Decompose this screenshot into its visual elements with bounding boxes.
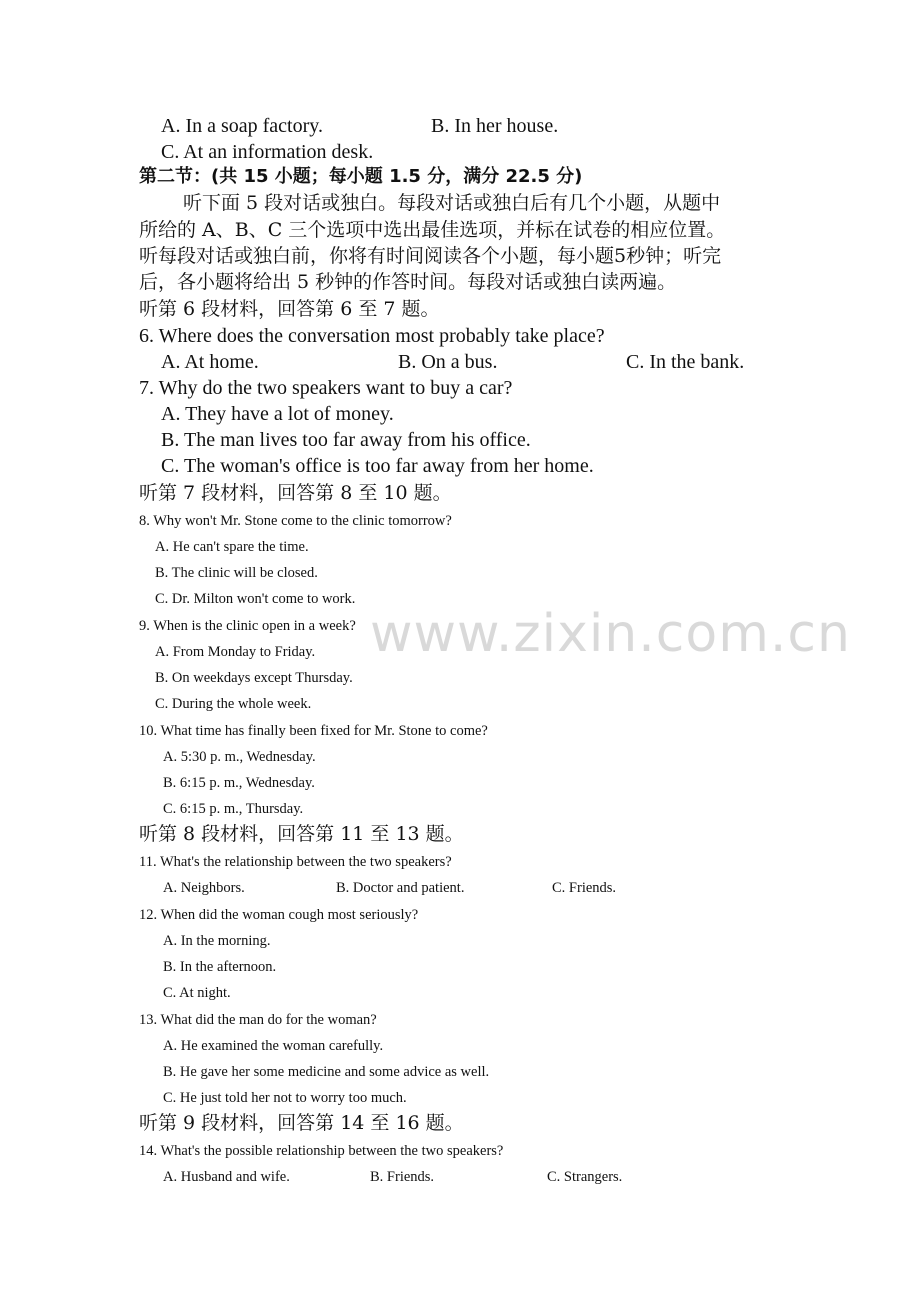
- question-option: B. Doctor and patient.: [336, 880, 465, 896]
- question-option: C. The woman's office is too far away from her home.: [161, 455, 594, 477]
- question-option: A. 5:30 p. m., Wednesday.: [163, 749, 316, 765]
- question-option: C. 6:15 p. m., Thursday.: [163, 801, 304, 817]
- question-option: B. He gave her some medicine and some advice as well.: [163, 1064, 490, 1080]
- option-b: B. In her house.: [431, 115, 559, 137]
- question-stem: 7. Why do the two speakers want to buy a car?: [139, 377, 513, 399]
- question-option: B. On weekdays except Thursday.: [155, 670, 353, 686]
- question-option: B. The clinic will be closed.: [155, 565, 318, 581]
- material-label: 听第 8 段材料，回答第 11 至 13 题。: [139, 823, 464, 845]
- question-option: A. They have a lot of money.: [161, 403, 394, 425]
- question-stem: 6. Where does the conversation most probably take place?: [139, 325, 605, 347]
- instruction-line: 后，各小题将给出 5 秒钟的作答时间。每段对话或独白读两遍。: [139, 271, 677, 293]
- question-option: B. Friends.: [370, 1169, 435, 1185]
- question-option: A. At home.: [161, 351, 259, 373]
- question-option: A. Husband and wife.: [163, 1169, 290, 1185]
- question-option: B. The man lives too far away from his office.: [161, 429, 531, 451]
- question-option: B. In the afternoon.: [163, 959, 277, 975]
- material-label: 听第 6 段材料，回答第 6 至 7 题。: [139, 298, 440, 320]
- question-option: B. 6:15 p. m., Wednesday.: [163, 775, 315, 791]
- question-option: C. During the whole week.: [155, 696, 312, 712]
- question-stem: 12. When did the woman cough most seriously?: [139, 907, 419, 923]
- question-option: A. He examined the woman carefully.: [163, 1038, 384, 1054]
- question-stem: 11. What's the relationship between the two speakers?: [139, 854, 452, 870]
- question-option: A. He can't spare the time.: [155, 539, 309, 555]
- question-stem: 10. What time has finally been fixed for Mr. Stone to come?: [139, 723, 488, 739]
- question-option: C. Friends.: [552, 880, 617, 896]
- question-stem: 14. What's the possible relationship between the two speakers?: [139, 1143, 504, 1159]
- section-heading: 第二节：(共 15 小题；每小题 1.5 分，满分 22.5 分): [139, 166, 583, 187]
- question-option: C. In the bank.: [626, 351, 745, 373]
- watermark: www.zixin.com.cn: [370, 604, 851, 664]
- material-label: 听第 7 段材料，回答第 8 至 10 题。: [139, 482, 452, 504]
- question-option: C. At night.: [163, 985, 231, 1001]
- question-option: A. From Monday to Friday.: [155, 644, 316, 660]
- question-option: C. Strangers.: [547, 1169, 623, 1185]
- question-stem: 13. What did the man do for the woman?: [139, 1012, 377, 1028]
- question-option: A. In the morning.: [163, 933, 271, 949]
- question-option: B. On a bus.: [398, 351, 498, 373]
- instruction-line: 所给的 A、B、C 三个选项中选出最佳选项，并标在试卷的相应位置。: [139, 219, 726, 241]
- instruction-line: 听下面 5 段对话或独白。每段对话或独白后有几个小题，从题中: [183, 192, 721, 214]
- option-a: A. In a soap factory.: [161, 115, 323, 137]
- material-label: 听第 9 段材料，回答第 14 至 16 题。: [139, 1112, 464, 1134]
- question-option: C. He just told her not to worry too much.: [163, 1090, 407, 1106]
- question-stem: 9. When is the clinic open in a week?: [139, 618, 356, 634]
- question-option: C. Dr. Milton won't come to work.: [155, 591, 356, 607]
- question-stem: 8. Why won't Mr. Stone come to the clinic tomorrow?: [139, 513, 452, 529]
- option-c: C. At an information desk.: [161, 141, 374, 163]
- question-option: A. Neighbors.: [163, 880, 245, 896]
- instruction-line: 听每段对话或独白前，你将有时间阅读各个小题，每小题5秒钟；听完: [139, 245, 722, 267]
